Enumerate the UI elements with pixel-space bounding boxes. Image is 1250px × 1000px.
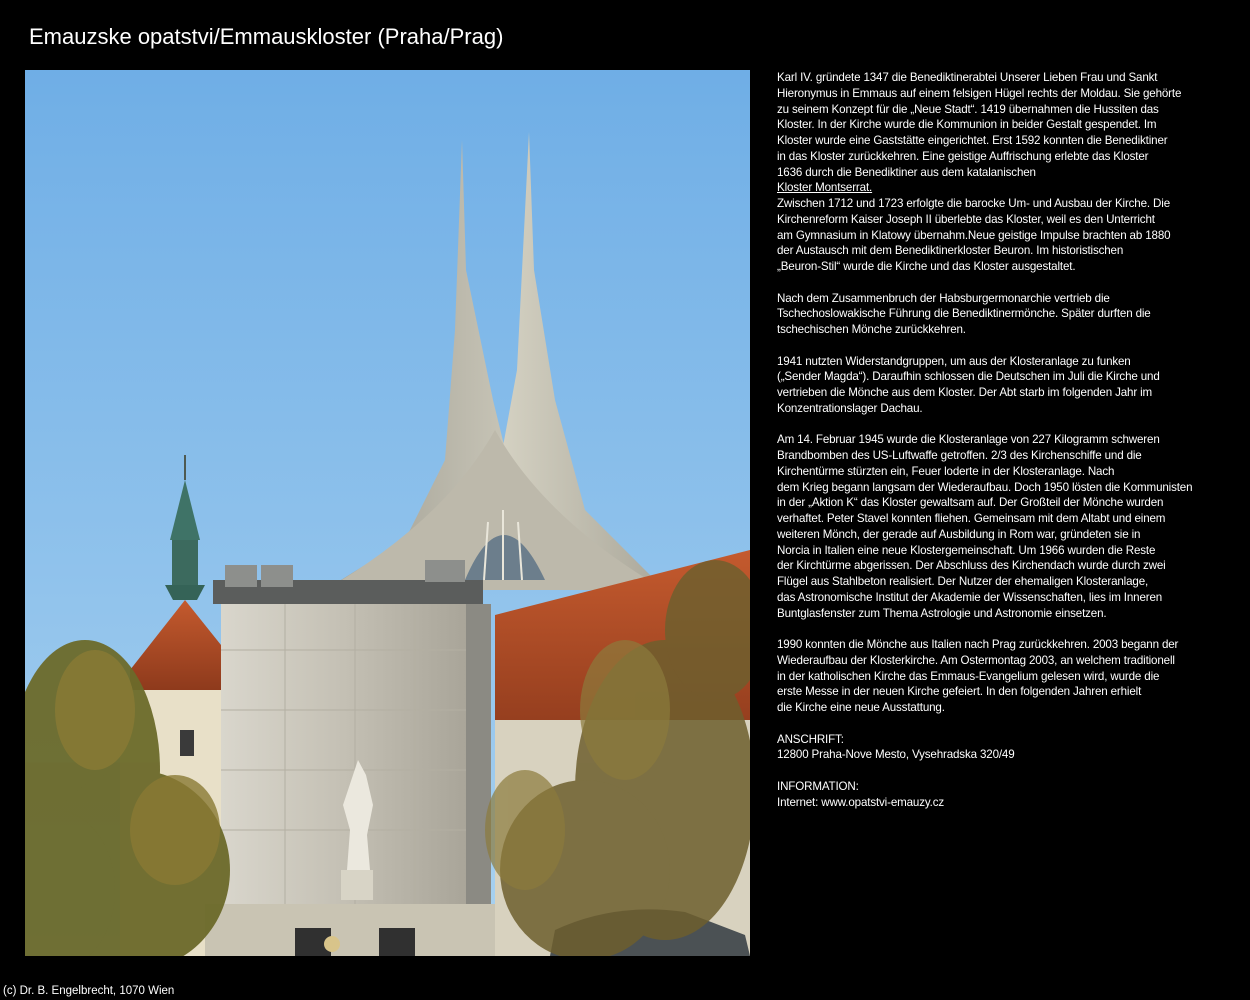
page-title: Emauzske opatstvi/Emmauskloster (Praha/Prag) [29,24,504,49]
address-label: ANSCHRIFT: [777,732,844,746]
address-value: 12800 Praha-Nove Mesto, Vysehradska 320/49 [777,748,1015,762]
text-line: Kloster wurde eine Gaststätte eingerichtet. Erst 1592 konnten die Benediktiner [777,134,1168,147]
text-line: weiteren Mönch, der gerade auf Ausbildung in Rom war, gründeten sie in [777,527,1141,541]
text-line: erste Messe in der neuen Kirche gefeiert. In den folgenden Jahren erhielt [777,685,1142,699]
text-line: Kloster. In der Kirche wurde die Kommunion in beider Gestalt gespendet. Im [777,118,1157,132]
article-text [777,70,1227,826]
text-line: tschechischen Mönche zurückkehren. [777,323,966,336]
text-line: Tschechoslowakische Führung die Benediktinermönche. Später durften die [777,307,1151,321]
text-line: 1941 nutzten Widerstandgruppen, um aus der Klosteranlage zu funken [777,354,1131,368]
information-website: Internet: www.opatstvi-emauzy.cz [777,795,945,809]
paragraph-1945 [777,432,1227,621]
link-kloster-montserrat[interactable]: Kloster Montserrat. [777,181,873,195]
text-line: verhaftet. Peter Stavel konnten fliehen. Gemeinsam mit dem Altabt und einem [777,512,1166,525]
text-line: in der katholischen Kirche das Emmaus-Evangelium gelesen wird, wurde die [777,669,1160,683]
copyright-notice: (c) Dr. B. Engelbrecht, 1070 Wien [3,985,175,997]
paragraph-1941 [777,354,1227,417]
information-block [777,779,1227,811]
text-line: Buntglasfenster zum Thema Astrologie und Astronomie einsetzen. [777,606,1107,620]
text-line: Kirchenreform Kaiser Joseph II überlebte das Kloster, weil es den Unterricht [777,212,1155,226]
text-line: der Kirchtürme abgerissen. Der Abschluss des Kirchendach wurde durch zwei [777,559,1166,573]
text-line: Konzentrationslager Dachau. [777,401,923,415]
text-line: Brandbomben des US-Luftwaffe getroffen. 2/3 des Kirchenschiffe und die [777,449,1142,462]
text-line: Karl IV. gründete 1347 die Benediktinerabtei Unserer Lieben Frau und Sankt [777,71,1158,84]
text-line: Zwischen 1712 und 1723 erfolgte die barocke Um- und Ausbau der Kirche. Die [777,197,1170,210]
paragraph-history [777,70,1227,275]
text-line: vertrieben die Mönche aus dem Kloster. Der Abt starb im folgenden Jahr im [777,386,1153,399]
text-line: die Kirche eine neue Ausstattung. [777,701,945,714]
text-line: das Astronomische Institut der Akademie der Wissenschaften, lies im Inneren [777,590,1163,604]
text-line: dem Krieg begann langsam der Wiederaufbau. Doch 1950 lösten die Kommunisten [777,480,1193,494]
text-line: Flügel aus Stahlbeton realisiert. Der Nutzer der ehemaligen Klosteranlage, [777,575,1149,588]
text-line: Nach dem Zusammenbruch der Habsburgermonarchie vertrieb die [777,291,1110,305]
text-line: Wiederaufbau der Klosterkirche. Am Ostermontag 2003, an welchem traditionell [777,653,1175,667]
text-line: 1990 konnten die Mönche aus Italien nach Prag zurückkehren. 2003 begann der [777,638,1179,651]
text-line: am Gymnasium in Klatowy übernahm.Neue geistige Impulse brachten ab 1880 [777,228,1171,242]
information-label: INFORMATION: [777,779,859,793]
text-line: zu seinem Konzept für die „Neue Stadt“. 1419 übernahmen die Hussiten das [777,102,1159,116]
text-line: Am 14. Februar 1945 wurde die Klosteranlage von 227 Kilogramm schweren [777,433,1160,447]
text-line: der Austausch mit dem Benediktinerkloster Beuron. Im historistischen [777,244,1124,258]
paragraph-1990 [777,637,1227,716]
text-line: in der „Aktion K“ das Kloster gewaltsam auf. Der Großteil der Mönche wurden [777,496,1164,510]
text-line: Norcia in Italien eine neue Klostergemeinschaft. Um 1966 wurden die Reste [777,543,1156,557]
paragraph-habsburg [777,291,1227,338]
text-line: 1636 durch die Benediktiner aus dem katalanischen [777,165,1036,179]
text-line: Kirchentürme stürzten ein, Feuer loderte in der Klosteranlage. Nach [777,464,1115,478]
text-line: Hieronymus in Emmaus auf einem felsigen Hügel rechts der Moldau. Sie gehörte [777,86,1182,100]
address-block [777,732,1227,764]
text-line: („Sender Magda“). Daraufhin schlossen die Deutschen im Juli die Kirche und [777,370,1160,384]
church-photo [25,70,750,956]
text-line: in das Kloster zurückkehren. Eine geistige Auffrischung erlebte das Kloster [777,149,1149,163]
text-line: „Beuron-Stil“ wurde die Kirche und das Kloster ausgestaltet. [777,260,1076,273]
